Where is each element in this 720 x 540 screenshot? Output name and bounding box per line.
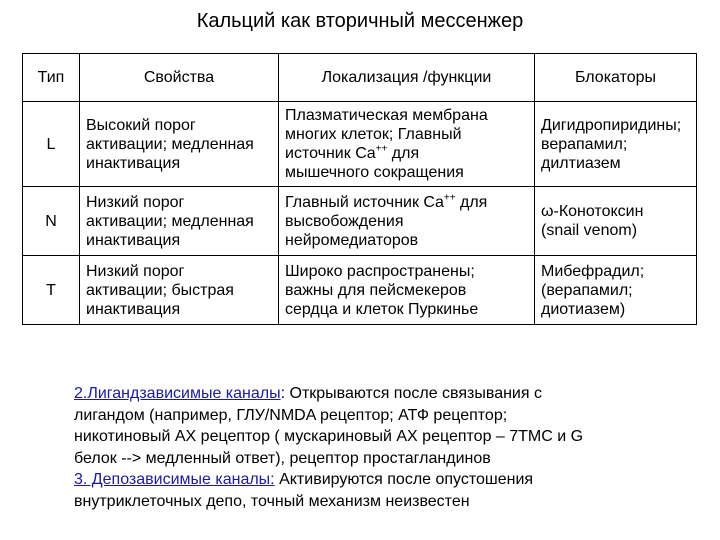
- properties-cell: [80, 256, 279, 325]
- text-line: (snail venom): [541, 222, 638, 239]
- localization-cell: [279, 256, 535, 325]
- text-fragment: источник Ca: [285, 145, 376, 162]
- text-line: инактивация: [86, 231, 181, 249]
- blockers-cell: [535, 102, 697, 187]
- note-line: никотиновый АХ рецептор ( мускариновый АХ рецептор – 7ТМС и G: [74, 428, 584, 445]
- text-line: мышечного сокращения: [285, 164, 464, 181]
- text-line: верапамил;: [541, 135, 628, 153]
- text-line: [285, 193, 528, 212]
- note-line: внутриклеточных депо, точный механизм неизвестен: [74, 492, 470, 510]
- table-row: [23, 256, 697, 325]
- text-line: инактивация: [86, 300, 181, 318]
- type-cell: L: [23, 102, 80, 187]
- depot-channels-heading: 3. Депозависимые каналы:: [74, 471, 275, 488]
- localization-cell: [279, 187, 535, 256]
- text-line: важны для пейсмекеров: [285, 281, 467, 299]
- header-blockers: Блокаторы: [535, 54, 697, 102]
- header-localization: Локализация /функции: [279, 54, 535, 102]
- text-line: (верапамил;: [541, 281, 633, 299]
- text-fragment: для: [455, 193, 488, 211]
- table-header-row: [23, 54, 697, 102]
- localization-cell: [279, 102, 535, 187]
- text-line: нейромедиаторов: [285, 231, 419, 249]
- text-fragment: :: [280, 385, 286, 402]
- note-line: белок --> медленный ответ), рецептор простагландинов: [74, 449, 491, 467]
- text-line: диотиазем): [541, 300, 626, 318]
- page-title: Кальций как вторичный мессенжер: [196, 10, 524, 32]
- text-line: многих клеток; Главный: [285, 126, 462, 143]
- note-depot-line: [74, 469, 694, 491]
- text-fragment: для: [387, 145, 420, 162]
- header-type: Тип: [23, 54, 80, 102]
- text-line: Мибефрадил;: [541, 262, 645, 280]
- type-cell: T: [23, 256, 80, 325]
- text-line: Низкий порог: [86, 262, 185, 280]
- properties-cell: [80, 187, 279, 256]
- text-line: Дигидропиридины;: [541, 116, 682, 134]
- type-cell: N: [23, 187, 80, 256]
- text-line: дилтиазем: [541, 154, 621, 172]
- text-fragment: Открываются после связывания с: [285, 385, 542, 402]
- text-line: ω-Конотоксин: [541, 203, 644, 220]
- text-line: активации; медленная: [86, 212, 254, 230]
- text-line: сердца и клеток Пуркинье: [285, 300, 479, 318]
- note-ligand-line: [74, 383, 694, 405]
- notes-section: [74, 383, 694, 512]
- table-row: [23, 102, 697, 187]
- superscript: ++: [375, 143, 388, 155]
- note-line: лигандом (например, ГЛУ/NMDA рецептор; АТФ рецептор;: [74, 406, 508, 424]
- calcium-channels-table: [22, 53, 697, 325]
- text-line: Широко распространены;: [285, 262, 475, 280]
- header-properties: Свойства: [80, 54, 279, 102]
- text-fragment: Главный источник Ca: [285, 193, 444, 211]
- text-line: Плазматическая мембрана: [285, 107, 488, 124]
- text-fragment: Активируются после опустошения: [274, 471, 534, 488]
- text-line: высвобождения: [285, 212, 404, 230]
- blockers-cell: [535, 187, 697, 256]
- text-line: активации; быстрая: [86, 281, 234, 299]
- table-row: [23, 187, 697, 256]
- text-line: активации; медленная: [86, 135, 254, 153]
- text-line: Высокий порог: [86, 116, 196, 134]
- ligand-channels-heading: 2.Лигандзависимые каналы: [74, 385, 281, 402]
- text-line: [285, 144, 528, 163]
- superscript: ++: [443, 192, 456, 204]
- text-line: Низкий порог: [86, 193, 185, 211]
- text-line: инактивация: [86, 154, 181, 172]
- blockers-cell: [535, 256, 697, 325]
- properties-cell: [80, 102, 279, 187]
